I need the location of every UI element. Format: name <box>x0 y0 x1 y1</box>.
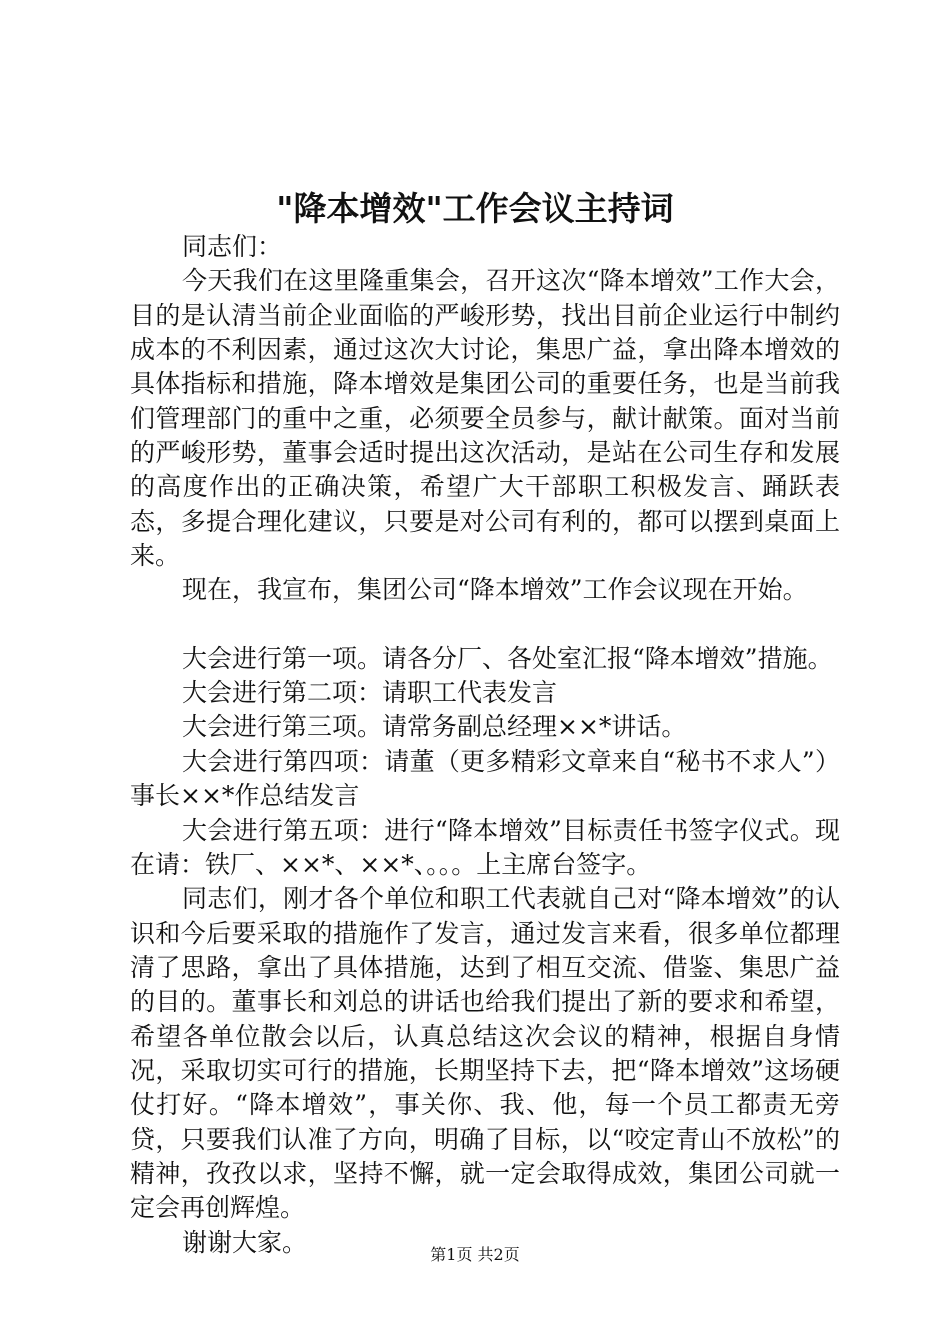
thanks-line: 谢谢大家。 <box>182 1227 308 1257</box>
document-title: "降本增效"工作会议主持词 <box>276 189 674 228</box>
paragraph-spacer <box>130 608 840 642</box>
agenda-item-4: 大会进行第四项：请董（更多精彩文章来自“秘书不求人”）事长××*作总结发言 <box>130 746 840 811</box>
page-number: 第1页 共2页 <box>430 1245 520 1264</box>
agenda-item-2: 大会进行第二项：请职工代表发言 <box>182 678 558 708</box>
agenda-item-5: 大会进行第五项：进行“降本增效”目标责任书签字仪式。现在请：铁厂、××*、××*、。。。上主席台签字。 <box>130 815 840 879</box>
salutation: 同志们： <box>182 232 283 261</box>
opening-paragraph: 今天我们在这里隆重集会，召开这次“降本增效”工作大会，目的是认清当前企业面临的严峻形势，找出目前企业运行中制约成本的不利因素，通过这次大讨论，集思广益，拿出降本增效的具体指标和措施，降本增效是集团公司的重要任务，也是当前我们管理部门的重中之重，必须要全员参与，献计献策。面对当前的严峻形势，董事会适时提出这次活动，是站在公司生存和发展的高度作出的正确决策，希望广大干部职工积极发言、踊跃表态，多提合理化建议，只要是对公司有利的，都可以摆到桌面上来。 <box>130 266 840 571</box>
agenda-item-1: 大会进行第一项。请各分厂、各处室汇报“降本增效”措施。 <box>182 643 833 673</box>
agenda-item-3: 大会进行第三项。请常务副总经理××*讲话。 <box>182 712 687 742</box>
document-body <box>130 230 840 1260</box>
announcement-paragraph: 现在，我宣布，集团公司“降本增效”工作会议现在开始。 <box>182 575 808 605</box>
closing-paragraph: 同志们，刚才各个单位和职工代表就自己对“降本增效”的认识和今后要采取的措施作了发言，通过发言来看，很多单位都理清了思路，拿出了具体措施，达到了相互交流、借鉴、集思广益的目的。董事长和刘总的讲话也给我们提出了新的要求和希望，希望各单位散会以后，认真总结这次会议的精神，根据自身情况，采取切实可行的措施，长期坚持下去，把“降本增效”这场硬仗打好。“降本增效”，事关你、我、他，每一个员工都责无旁贷，只要我们认准了方向，明确了目标，以“咬定青山不放松”的精神，孜孜以求，坚持不懈，就一定会取得成效，集团公司就一定会再创辉煌。 <box>130 884 840 1223</box>
